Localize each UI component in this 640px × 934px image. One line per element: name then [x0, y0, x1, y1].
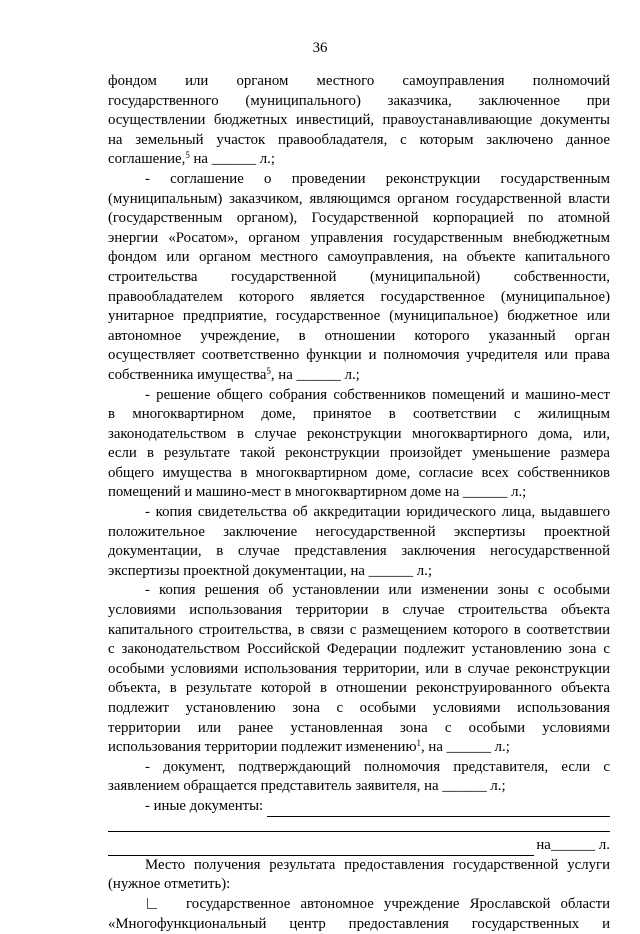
text-line: (муниципальным) заказчиком, являющимся органом государственной власти: [108, 190, 610, 207]
text-line: помещений и машино-мест в многоквартирном доме на ______ л.;: [108, 484, 527, 501]
text-line: территории или ранее установленная зона с особыми условиями: [108, 719, 610, 736]
document-body: [108, 72, 610, 934]
text-fragment: на ______ л.;: [189, 151, 275, 168]
text-line: экспертизы проектной документации, на ______ л.;: [108, 562, 432, 579]
text-line: законодательством в случае реконструкции многоквартирного дома, или,: [108, 425, 610, 442]
blank-rule[interactable]: [108, 817, 610, 832]
text-line: - копия свидетельства об аккредитации юридического лица, выдавшего: [145, 504, 610, 521]
text-fragment: - иные документы:: [145, 797, 264, 814]
text-line: энергии «Росатом», органом управления государственным внебюджетным: [108, 229, 610, 246]
text-fragment: государственное автономное учреждение Ярославской области: [186, 895, 610, 912]
text-line: - документ, подтверждающий полномочия представителя, если с: [145, 758, 610, 775]
text-line: осуществлении бюджетных инвестиций, правоустанавливающие документы: [108, 112, 610, 129]
page-number: 36: [312, 40, 328, 56]
text-line: с законодательством Российской Федерации подлежит установлению зона с: [108, 641, 610, 658]
text-fragment: использования территории подлежит изменению: [108, 739, 417, 756]
other-documents-field[interactable]: [267, 802, 610, 817]
text-line: в многоквартирном доме, принятое в соответствии с жилищным: [108, 406, 610, 423]
text-line: фондом или органом местного самоуправления полномочий: [108, 73, 610, 89]
text-line: капитального строительства, в связи с размещением которого в соответствии: [108, 621, 610, 638]
text-line: (государственным органом), Государственной корпорацией по атомной: [108, 210, 610, 227]
text-line: [108, 738, 610, 758]
text-fragment: собственника имущества: [108, 366, 267, 383]
text-line: - соглашение о проведении реконструкции государственным: [145, 170, 610, 187]
text-fragment: на______ л.: [536, 837, 610, 854]
text-line: строительства государственной (муниципальной) собственности,: [108, 268, 610, 285]
text-line: осуществляет соответственно функции и полномочия учредителя или права: [108, 347, 610, 364]
text-line: «Многофункциональный центр предоставления государственных и: [108, 915, 610, 932]
text-line: подлежит установлению зона с особыми условиями использования: [108, 700, 610, 716]
text-line: положительное заключение негосударственной экспертизы проектной: [108, 523, 610, 540]
text-line: особыми условиями использования территории, или в случае реконструкции: [108, 660, 610, 677]
text-line: если в результате такой реконструкции произойдет уменьшение размера: [108, 445, 610, 462]
text-line: государственного (муниципального) заказчика, заключенное при: [108, 92, 610, 109]
text-line: на земельный участок правообладателя, с которым заключено данное: [108, 131, 610, 148]
text-line: (нужное отметить):: [108, 876, 231, 893]
text-line: - решение общего собрания собственников помещений и машино-мест: [145, 386, 610, 403]
footnote-ref: 5: [266, 365, 271, 376]
text-line: объекта, в результате которой в отношении реконструированного объекта: [108, 680, 610, 697]
text-fragment: , на ______ л.;: [421, 739, 510, 756]
text-fragment: соглашение,: [108, 151, 186, 168]
other-documents-line: [108, 797, 610, 817]
footnote-ref: 5: [185, 150, 190, 161]
text-line: [108, 150, 610, 170]
text-line: автономное учреждение, в отношении которого указанный орган: [108, 327, 610, 344]
text-line: Место получения результата предоставления государственной услуги: [145, 856, 610, 873]
text-line: [108, 366, 610, 386]
text-line: - копия решения об установлении или изменении зоны с особыми: [145, 582, 610, 599]
text-line: общего имущества в многоквартирном доме, согласие всех собственников: [108, 464, 610, 481]
blank-rule[interactable]: [108, 841, 534, 856]
text-line: заявлением обращается представитель заявителя, на ______ л.;: [108, 778, 506, 795]
text-line: унитарное предприятие, государственное (муниципальное) бюджетное или: [108, 308, 610, 325]
footnote-ref: 1: [416, 738, 421, 749]
blank-rule-line: [108, 817, 610, 837]
text-line: фондом или органом местного самоуправления, на объекте капитального: [108, 249, 610, 266]
text-line: документации, в случае представления заключения негосударственной: [108, 543, 610, 560]
text-line: правообладателем которого является государственное (муниципальное): [108, 288, 610, 305]
text-line: условиями использования территории в случае строительства объекта: [108, 602, 610, 619]
text-fragment: , на ______ л.;: [270, 366, 360, 383]
empty-checkbox-icon[interactable]: [147, 898, 157, 909]
blank-rule-line: [108, 836, 610, 856]
